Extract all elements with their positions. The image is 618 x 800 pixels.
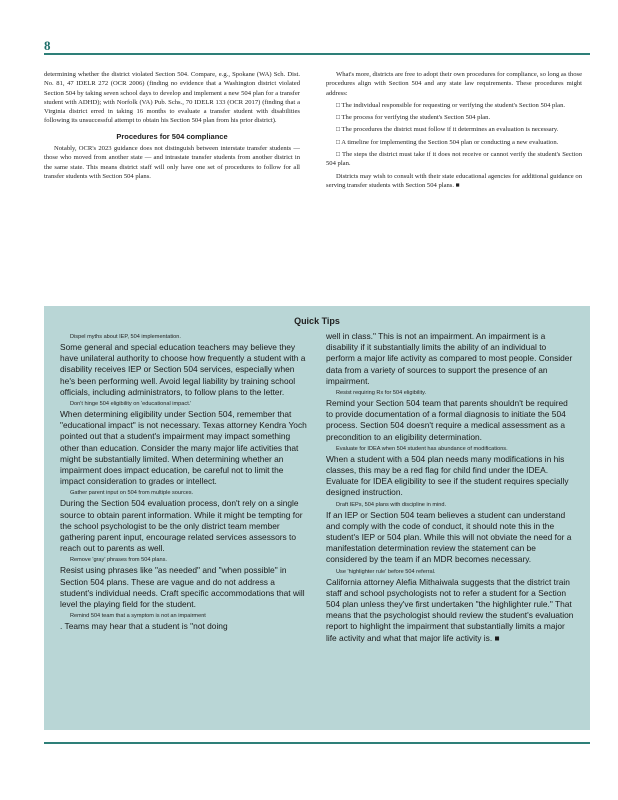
tip-body: . Teams may hear that a student is "not doing [60, 621, 228, 632]
left-column [44, 70, 300, 184]
tip-body: California attorney Alefia Mithaiwala suggests that the district train staff and school psychologists not to refer a student for a Section 504 plan unless they've first undertaken "the highlighter rule." That means that the psychologist should review the student's evaluation report to highlight the impairment that substantially limits a major life activity and what that major life activity is. [326, 576, 574, 643]
tip-body: When a student with a 504 plan needs many modifications in his classes, this may be a red flag for child find under the IDEA. Evaluate for IDEA eligibility to see if the student requires specially designed instruction. [326, 453, 569, 498]
tip-body: well in class." This is not an impairment. An impairment is a disability if it substantially limits the ability of an individual to perform a major life activity as compared to most people. Consider data from a variety of sources to support the presence of an impairment. [326, 331, 573, 386]
tip-body: Remind your Section 504 team that parents shouldn't be required to provide documentation of a formal diagnosis to initiate the 504 process. Section 504 doesn't require a medical assessment as a precondition to an eligibility determination. [326, 398, 568, 442]
bullet-item: □ The procedures the district must follow if it determines an evaluation is necessary. [336, 126, 559, 134]
bullet-icon: □ [336, 126, 342, 134]
bullet-icon: □ [336, 101, 342, 109]
tip-heading: Dispel myths about IEP, 504 implementation. [70, 334, 181, 340]
tip [60, 489, 310, 554]
tip-body: Some general and special education teachers may believe they have unilateral authority to choose how frequently a student with a disability receives IEP or Section 504 services, especially when he's been performing well. Avoid legal liability by training school officials, including administrators, to follow plans to the letter. [60, 342, 306, 397]
tip-heading: Don't hinge 504 eligibility on 'educational impact.' [70, 401, 192, 408]
tip-heading: Remove 'gray' phrases from 504 plans. [70, 557, 167, 564]
end-mark-icon: ■ [455, 181, 460, 189]
tip [60, 612, 310, 632]
tip-heading: Evaluate for IDEA when 504 student has abundance of modifications. [336, 445, 508, 452]
tip-body: If an IEP or Section 504 team believes a student can understand and comply with the code of conduct, it should note this in the student's IEP or 504 plan. While this will not obviate the need for a manifestation determination review the statement can be considered by the team if an MDR becomes necessary. [326, 509, 572, 565]
footer-rule [44, 742, 590, 744]
tip [326, 389, 576, 443]
tip [326, 331, 576, 387]
bullet-item: □ The process for verifying the student's Section 504 plan. [336, 114, 491, 122]
end-mark-icon: ■ [494, 632, 500, 643]
left-paragraph-2: Notably, OCR's 2023 guidance does not distinguish between interstate transfer students — those who moved from another state — and intrastate transfer students from another district in the same state. This means district staff will only have one set of procedures to follow for all transfer students with Section 504 plans. [44, 145, 300, 180]
quick-tips-left-column [60, 331, 310, 633]
tip [60, 556, 310, 610]
tip-body: When determining eligibility under Section 504, remember that "educational impact" is not necessary. Texas attorney Kendra Yoch pointed out that a student's impairment may impact something other than education. Consider the many major life activities that might be substantially limited. When determining whether an impairment does impact education, be careful not to limit the impact consideration to grades or intellect. [60, 409, 307, 487]
bullet-icon: □ [336, 151, 342, 159]
quick-tips-right-column [326, 331, 576, 645]
tip-body: Resist using phrases like "as needed" and "when possible" in Section 504 plans. These are vague and do not address a student's individual needs. Craft specific accommodations that will level the playing field for the student. [60, 565, 305, 610]
left-paragraph-1: determining whether the district violated Section 504. Compare, e.g., Spokane (WA) Sch. Dist. No. 81, 47 IDELR 272 (OCR 2006) (finding no evidence that a Washington district violated Section 504 by taking seven school days to develop and implement a new 504 plan for a transfer student with ADHD); with Norfolk (VA) Pub. Schs., 70 IDELR 133 (OCR 2017) (finding that a Virginia district erred in taking 16 months to evaluate a transfer student with disabilities following its unsuccessful attempt to obtain his Section 504 plan from his prior district). [44, 71, 300, 125]
tip-heading: Resist requiring Rx for 504 eligibility. [336, 390, 427, 397]
tip [326, 568, 576, 644]
tip-body: During the Section 504 evaluation process, don't rely on a single source to obtain parent information. While it might be tempting for the school psychologist to be the only district team member gathering parent input, encourage related services assessors to reach out to parents as well. [60, 498, 303, 554]
tip-heading: Draft IEPs, 504 plans with discipline in mind. [336, 501, 447, 508]
right-intro: What's more, districts are free to adopt their own procedures for compliance, so long as those procedures align with Section 504 and any state law requirements. These procedures might address: [326, 71, 582, 97]
section-heading: Procedures for 504 compliance [116, 131, 228, 141]
tip-heading: Remind 504 team that a symptom is not an impairment [70, 613, 206, 620]
bullet-item: □ The steps the district must take if it does not receive or cannot verify the student's Section 504 plan. [326, 151, 582, 168]
tip-heading: Gather parent input on 504 from multiple sources. [70, 490, 194, 497]
quick-tips-box [44, 306, 590, 730]
right-closing: Districts may wish to consult with their state educational agencies for additional guidance on serving transfer students with Section 504 plans. ■ [326, 172, 582, 189]
bullet-icon: □ [336, 114, 342, 122]
tip [326, 445, 576, 499]
tip-heading: Use 'highlighter rule' before 504 referral. [336, 568, 436, 575]
right-column [326, 70, 582, 193]
bullet-item: □ A timeline for implementing the Section 504 plan or conducting a new evaluation. [336, 138, 559, 146]
bullet-icon: □ [336, 138, 342, 146]
tip [60, 333, 310, 398]
quick-tips-title: Quick Tips [294, 316, 340, 326]
tip [60, 400, 310, 487]
page-number: 8 [44, 38, 51, 53]
bullet-item: □ The individual responsible for requesting or verifying the student's Section 504 plan. [336, 101, 566, 109]
header-rule [44, 53, 590, 55]
tip [326, 501, 576, 566]
